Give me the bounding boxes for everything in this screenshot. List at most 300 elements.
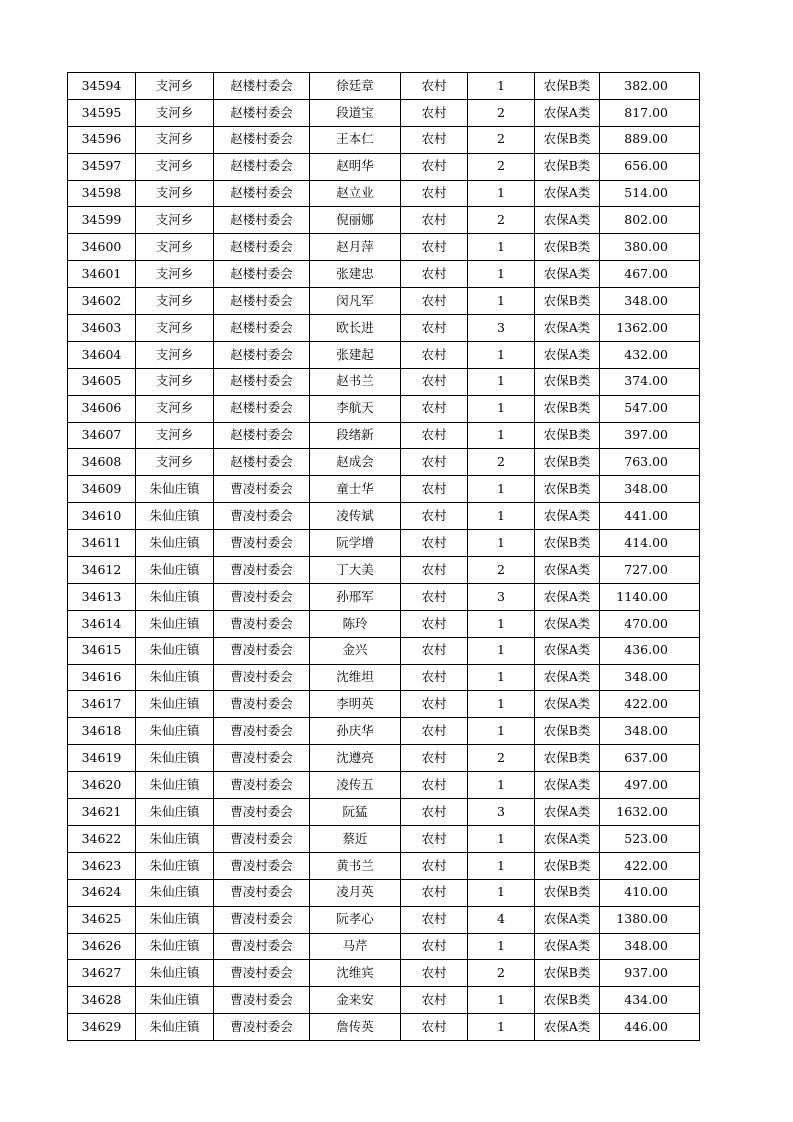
township-cell: 支河乡 bbox=[136, 261, 214, 288]
name-cell: 凌月英 bbox=[310, 879, 401, 906]
amount-cell: 348.00 bbox=[600, 288, 700, 315]
township-cell: 朱仙庄镇 bbox=[136, 476, 214, 503]
record-id-cell: 34597 bbox=[68, 153, 136, 180]
insurance-category-cell: 农保A类 bbox=[535, 583, 600, 610]
name-cell: 李明英 bbox=[310, 691, 401, 718]
insurance-category-cell: 农保A类 bbox=[535, 99, 600, 126]
township-cell: 朱仙庄镇 bbox=[136, 1014, 214, 1041]
table-row bbox=[68, 772, 700, 799]
member-count-cell: 1 bbox=[468, 637, 535, 664]
record-id-cell: 34621 bbox=[68, 799, 136, 826]
village-committee-cell: 赵楼村委会 bbox=[214, 126, 310, 153]
township-cell: 朱仙庄镇 bbox=[136, 987, 214, 1014]
amount-cell: 656.00 bbox=[600, 153, 700, 180]
record-id-cell: 34616 bbox=[68, 664, 136, 691]
name-cell: 欧长进 bbox=[310, 315, 401, 342]
member-count-cell: 1 bbox=[468, 422, 535, 449]
insurance-category-cell: 农保B类 bbox=[535, 153, 600, 180]
name-cell: 孙邢军 bbox=[310, 583, 401, 610]
insurance-category-cell: 农保B类 bbox=[535, 718, 600, 745]
amount-cell: 422.00 bbox=[600, 691, 700, 718]
township-cell: 朱仙庄镇 bbox=[136, 530, 214, 557]
household-type-cell: 农村 bbox=[401, 691, 468, 718]
member-count-cell: 2 bbox=[468, 126, 535, 153]
insurance-category-cell: 农保B类 bbox=[535, 745, 600, 772]
amount-cell: 547.00 bbox=[600, 395, 700, 422]
insurance-category-cell: 农保A类 bbox=[535, 341, 600, 368]
table-row bbox=[68, 557, 700, 584]
household-type-cell: 农村 bbox=[401, 153, 468, 180]
records-sheet bbox=[67, 72, 699, 1041]
amount-cell: 410.00 bbox=[600, 879, 700, 906]
table-row bbox=[68, 530, 700, 557]
table-row bbox=[68, 476, 700, 503]
amount-cell: 497.00 bbox=[600, 772, 700, 799]
township-cell: 支河乡 bbox=[136, 126, 214, 153]
table-row bbox=[68, 315, 700, 342]
village-committee-cell: 赵楼村委会 bbox=[214, 449, 310, 476]
table-row bbox=[68, 1014, 700, 1041]
amount-cell: 382.00 bbox=[600, 73, 700, 100]
record-id-cell: 34612 bbox=[68, 557, 136, 584]
amount-cell: 414.00 bbox=[600, 530, 700, 557]
table-row bbox=[68, 583, 700, 610]
amount-cell: 1632.00 bbox=[600, 799, 700, 826]
insurance-category-cell: 农保B类 bbox=[535, 395, 600, 422]
township-cell: 朱仙庄镇 bbox=[136, 557, 214, 584]
household-type-cell: 农村 bbox=[401, 126, 468, 153]
village-committee-cell: 赵楼村委会 bbox=[214, 288, 310, 315]
household-type-cell: 农村 bbox=[401, 960, 468, 987]
village-committee-cell: 赵楼村委会 bbox=[214, 99, 310, 126]
record-id-cell: 34605 bbox=[68, 368, 136, 395]
township-cell: 朱仙庄镇 bbox=[136, 503, 214, 530]
township-cell: 支河乡 bbox=[136, 234, 214, 261]
township-cell: 朱仙庄镇 bbox=[136, 879, 214, 906]
township-cell: 朱仙庄镇 bbox=[136, 772, 214, 799]
table-row bbox=[68, 745, 700, 772]
insurance-category-cell: 农保B类 bbox=[535, 530, 600, 557]
record-id-cell: 34602 bbox=[68, 288, 136, 315]
village-committee-cell: 曹凌村委会 bbox=[214, 745, 310, 772]
insurance-category-cell: 农保A类 bbox=[535, 799, 600, 826]
insurance-category-cell: 农保A类 bbox=[535, 906, 600, 933]
table-row bbox=[68, 933, 700, 960]
record-id-cell: 34609 bbox=[68, 476, 136, 503]
table-row bbox=[68, 879, 700, 906]
name-cell: 闵凡军 bbox=[310, 288, 401, 315]
township-cell: 朱仙庄镇 bbox=[136, 664, 214, 691]
insurance-category-cell: 农保B类 bbox=[535, 879, 600, 906]
name-cell: 凌传五 bbox=[310, 772, 401, 799]
name-cell: 马芹 bbox=[310, 933, 401, 960]
name-cell: 段道宝 bbox=[310, 99, 401, 126]
household-type-cell: 农村 bbox=[401, 395, 468, 422]
village-committee-cell: 赵楼村委会 bbox=[214, 261, 310, 288]
record-id-cell: 34627 bbox=[68, 960, 136, 987]
insurance-category-cell: 农保A类 bbox=[535, 180, 600, 207]
amount-cell: 380.00 bbox=[600, 234, 700, 261]
record-id-cell: 34629 bbox=[68, 1014, 136, 1041]
household-type-cell: 农村 bbox=[401, 99, 468, 126]
member-count-cell: 1 bbox=[468, 395, 535, 422]
record-id-cell: 34626 bbox=[68, 933, 136, 960]
member-count-cell: 2 bbox=[468, 207, 535, 234]
member-count-cell: 1 bbox=[468, 691, 535, 718]
insurance-category-cell: 农保A类 bbox=[535, 610, 600, 637]
table-row bbox=[68, 234, 700, 261]
name-cell: 沈遵亮 bbox=[310, 745, 401, 772]
amount-cell: 422.00 bbox=[600, 852, 700, 879]
amount-cell: 432.00 bbox=[600, 341, 700, 368]
member-count-cell: 1 bbox=[468, 341, 535, 368]
amount-cell: 937.00 bbox=[600, 960, 700, 987]
insurance-category-cell: 农保A类 bbox=[535, 315, 600, 342]
insurance-category-cell: 农保A类 bbox=[535, 664, 600, 691]
township-cell: 支河乡 bbox=[136, 207, 214, 234]
record-id-cell: 34595 bbox=[68, 99, 136, 126]
village-committee-cell: 曹凌村委会 bbox=[214, 1014, 310, 1041]
household-type-cell: 农村 bbox=[401, 557, 468, 584]
member-count-cell: 1 bbox=[468, 288, 535, 315]
table-row bbox=[68, 987, 700, 1014]
amount-cell: 374.00 bbox=[600, 368, 700, 395]
village-committee-cell: 赵楼村委会 bbox=[214, 368, 310, 395]
name-cell: 徐廷章 bbox=[310, 73, 401, 100]
table-row bbox=[68, 610, 700, 637]
record-id-cell: 34625 bbox=[68, 906, 136, 933]
insurance-category-cell: 农保A类 bbox=[535, 1014, 600, 1041]
township-cell: 朱仙庄镇 bbox=[136, 960, 214, 987]
household-type-cell: 农村 bbox=[401, 610, 468, 637]
name-cell: 赵成会 bbox=[310, 449, 401, 476]
records-table bbox=[67, 72, 700, 1041]
table-row bbox=[68, 99, 700, 126]
name-cell: 陈玲 bbox=[310, 610, 401, 637]
record-id-cell: 34601 bbox=[68, 261, 136, 288]
household-type-cell: 农村 bbox=[401, 906, 468, 933]
record-id-cell: 34610 bbox=[68, 503, 136, 530]
record-id-cell: 34615 bbox=[68, 637, 136, 664]
insurance-category-cell: 农保B类 bbox=[535, 449, 600, 476]
township-cell: 朱仙庄镇 bbox=[136, 691, 214, 718]
member-count-cell: 1 bbox=[468, 261, 535, 288]
village-committee-cell: 曹凌村委会 bbox=[214, 637, 310, 664]
insurance-category-cell: 农保A类 bbox=[535, 772, 600, 799]
village-committee-cell: 曹凌村委会 bbox=[214, 960, 310, 987]
household-type-cell: 农村 bbox=[401, 745, 468, 772]
insurance-category-cell: 农保A类 bbox=[535, 825, 600, 852]
insurance-category-cell: 农保B类 bbox=[535, 422, 600, 449]
township-cell: 支河乡 bbox=[136, 315, 214, 342]
record-id-cell: 34628 bbox=[68, 987, 136, 1014]
township-cell: 支河乡 bbox=[136, 368, 214, 395]
table-row bbox=[68, 718, 700, 745]
village-committee-cell: 曹凌村委会 bbox=[214, 825, 310, 852]
village-committee-cell: 曹凌村委会 bbox=[214, 772, 310, 799]
household-type-cell: 农村 bbox=[401, 476, 468, 503]
record-id-cell: 34594 bbox=[68, 73, 136, 100]
records-table-body bbox=[68, 73, 700, 1041]
table-row bbox=[68, 73, 700, 100]
table-row bbox=[68, 449, 700, 476]
village-committee-cell: 赵楼村委会 bbox=[214, 180, 310, 207]
member-count-cell: 2 bbox=[468, 99, 535, 126]
township-cell: 朱仙庄镇 bbox=[136, 637, 214, 664]
household-type-cell: 农村 bbox=[401, 933, 468, 960]
amount-cell: 397.00 bbox=[600, 422, 700, 449]
amount-cell: 436.00 bbox=[600, 637, 700, 664]
household-type-cell: 农村 bbox=[401, 1014, 468, 1041]
amount-cell: 637.00 bbox=[600, 745, 700, 772]
amount-cell: 434.00 bbox=[600, 987, 700, 1014]
record-id-cell: 34604 bbox=[68, 341, 136, 368]
township-cell: 支河乡 bbox=[136, 341, 214, 368]
township-cell: 朱仙庄镇 bbox=[136, 718, 214, 745]
name-cell: 赵立业 bbox=[310, 180, 401, 207]
name-cell: 段绪新 bbox=[310, 422, 401, 449]
insurance-category-cell: 农保B类 bbox=[535, 987, 600, 1014]
township-cell: 朱仙庄镇 bbox=[136, 610, 214, 637]
insurance-category-cell: 农保B类 bbox=[535, 288, 600, 315]
name-cell: 阮学增 bbox=[310, 530, 401, 557]
record-id-cell: 34603 bbox=[68, 315, 136, 342]
name-cell: 詹传英 bbox=[310, 1014, 401, 1041]
household-type-cell: 农村 bbox=[401, 987, 468, 1014]
village-committee-cell: 曹凌村委会 bbox=[214, 583, 310, 610]
household-type-cell: 农村 bbox=[401, 637, 468, 664]
village-committee-cell: 曹凌村委会 bbox=[214, 503, 310, 530]
table-row bbox=[68, 825, 700, 852]
table-row bbox=[68, 906, 700, 933]
member-count-cell: 2 bbox=[468, 557, 535, 584]
household-type-cell: 农村 bbox=[401, 73, 468, 100]
household-type-cell: 农村 bbox=[401, 530, 468, 557]
township-cell: 朱仙庄镇 bbox=[136, 825, 214, 852]
household-type-cell: 农村 bbox=[401, 583, 468, 610]
table-row bbox=[68, 799, 700, 826]
insurance-category-cell: 农保A类 bbox=[535, 261, 600, 288]
township-cell: 支河乡 bbox=[136, 288, 214, 315]
table-row bbox=[68, 288, 700, 315]
member-count-cell: 2 bbox=[468, 449, 535, 476]
name-cell: 李航天 bbox=[310, 395, 401, 422]
village-committee-cell: 曹凌村委会 bbox=[214, 664, 310, 691]
amount-cell: 470.00 bbox=[600, 610, 700, 637]
village-committee-cell: 曹凌村委会 bbox=[214, 987, 310, 1014]
member-count-cell: 1 bbox=[468, 879, 535, 906]
amount-cell: 467.00 bbox=[600, 261, 700, 288]
township-cell: 朱仙庄镇 bbox=[136, 906, 214, 933]
insurance-category-cell: 农保A类 bbox=[535, 207, 600, 234]
household-type-cell: 农村 bbox=[401, 341, 468, 368]
village-committee-cell: 曹凌村委会 bbox=[214, 691, 310, 718]
record-id-cell: 34608 bbox=[68, 449, 136, 476]
township-cell: 支河乡 bbox=[136, 153, 214, 180]
village-committee-cell: 曹凌村委会 bbox=[214, 933, 310, 960]
name-cell: 王本仁 bbox=[310, 126, 401, 153]
village-committee-cell: 赵楼村委会 bbox=[214, 315, 310, 342]
household-type-cell: 农村 bbox=[401, 449, 468, 476]
record-id-cell: 34607 bbox=[68, 422, 136, 449]
name-cell: 黄书兰 bbox=[310, 852, 401, 879]
table-row bbox=[68, 207, 700, 234]
household-type-cell: 农村 bbox=[401, 852, 468, 879]
village-committee-cell: 曹凌村委会 bbox=[214, 476, 310, 503]
village-committee-cell: 曹凌村委会 bbox=[214, 610, 310, 637]
township-cell: 朱仙庄镇 bbox=[136, 799, 214, 826]
table-row bbox=[68, 261, 700, 288]
household-type-cell: 农村 bbox=[401, 207, 468, 234]
amount-cell: 348.00 bbox=[600, 664, 700, 691]
member-count-cell: 1 bbox=[468, 852, 535, 879]
village-committee-cell: 曹凌村委会 bbox=[214, 530, 310, 557]
record-id-cell: 34619 bbox=[68, 745, 136, 772]
name-cell: 沈维宾 bbox=[310, 960, 401, 987]
table-row bbox=[68, 395, 700, 422]
amount-cell: 889.00 bbox=[600, 126, 700, 153]
member-count-cell: 1 bbox=[468, 610, 535, 637]
village-committee-cell: 曹凌村委会 bbox=[214, 799, 310, 826]
village-committee-cell: 赵楼村委会 bbox=[214, 395, 310, 422]
township-cell: 支河乡 bbox=[136, 99, 214, 126]
village-committee-cell: 曹凌村委会 bbox=[214, 557, 310, 584]
name-cell: 童士华 bbox=[310, 476, 401, 503]
member-count-cell: 1 bbox=[468, 772, 535, 799]
household-type-cell: 农村 bbox=[401, 288, 468, 315]
amount-cell: 802.00 bbox=[600, 207, 700, 234]
household-type-cell: 农村 bbox=[401, 772, 468, 799]
record-id-cell: 34596 bbox=[68, 126, 136, 153]
amount-cell: 348.00 bbox=[600, 718, 700, 745]
township-cell: 支河乡 bbox=[136, 422, 214, 449]
household-type-cell: 农村 bbox=[401, 825, 468, 852]
household-type-cell: 农村 bbox=[401, 261, 468, 288]
table-row bbox=[68, 422, 700, 449]
township-cell: 支河乡 bbox=[136, 180, 214, 207]
village-committee-cell: 曹凌村委会 bbox=[214, 852, 310, 879]
member-count-cell: 1 bbox=[468, 933, 535, 960]
table-row bbox=[68, 153, 700, 180]
record-id-cell: 34611 bbox=[68, 530, 136, 557]
name-cell: 赵书兰 bbox=[310, 368, 401, 395]
amount-cell: 348.00 bbox=[600, 476, 700, 503]
insurance-category-cell: 农保B类 bbox=[535, 234, 600, 261]
village-committee-cell: 赵楼村委会 bbox=[214, 153, 310, 180]
member-count-cell: 1 bbox=[468, 368, 535, 395]
record-id-cell: 34600 bbox=[68, 234, 136, 261]
member-count-cell: 1 bbox=[468, 987, 535, 1014]
village-committee-cell: 曹凌村委会 bbox=[214, 879, 310, 906]
member-count-cell: 1 bbox=[468, 234, 535, 261]
insurance-category-cell: 农保A类 bbox=[535, 503, 600, 530]
name-cell: 阮猛 bbox=[310, 799, 401, 826]
household-type-cell: 农村 bbox=[401, 718, 468, 745]
name-cell: 金来安 bbox=[310, 987, 401, 1014]
member-count-cell: 2 bbox=[468, 153, 535, 180]
record-id-cell: 34613 bbox=[68, 583, 136, 610]
table-row bbox=[68, 960, 700, 987]
record-id-cell: 34618 bbox=[68, 718, 136, 745]
member-count-cell: 1 bbox=[468, 1014, 535, 1041]
member-count-cell: 3 bbox=[468, 583, 535, 610]
record-id-cell: 34599 bbox=[68, 207, 136, 234]
village-committee-cell: 曹凌村委会 bbox=[214, 718, 310, 745]
amount-cell: 727.00 bbox=[600, 557, 700, 584]
village-committee-cell: 赵楼村委会 bbox=[214, 234, 310, 261]
table-row bbox=[68, 126, 700, 153]
household-type-cell: 农村 bbox=[401, 879, 468, 906]
table-row bbox=[68, 664, 700, 691]
household-type-cell: 农村 bbox=[401, 664, 468, 691]
township-cell: 朱仙庄镇 bbox=[136, 583, 214, 610]
record-id-cell: 34624 bbox=[68, 879, 136, 906]
village-committee-cell: 赵楼村委会 bbox=[214, 207, 310, 234]
table-row bbox=[68, 637, 700, 664]
name-cell: 丁大美 bbox=[310, 557, 401, 584]
record-id-cell: 34622 bbox=[68, 825, 136, 852]
member-count-cell: 1 bbox=[468, 503, 535, 530]
township-cell: 朱仙庄镇 bbox=[136, 852, 214, 879]
insurance-category-cell: 农保A类 bbox=[535, 637, 600, 664]
amount-cell: 446.00 bbox=[600, 1014, 700, 1041]
table-row bbox=[68, 180, 700, 207]
insurance-category-cell: 农保B类 bbox=[535, 960, 600, 987]
member-count-cell: 1 bbox=[468, 180, 535, 207]
name-cell: 孙庆华 bbox=[310, 718, 401, 745]
table-row bbox=[68, 341, 700, 368]
name-cell: 阮孝心 bbox=[310, 906, 401, 933]
table-row bbox=[68, 503, 700, 530]
township-cell: 支河乡 bbox=[136, 73, 214, 100]
insurance-category-cell: 农保B类 bbox=[535, 368, 600, 395]
name-cell: 赵月萍 bbox=[310, 234, 401, 261]
household-type-cell: 农村 bbox=[401, 422, 468, 449]
amount-cell: 1362.00 bbox=[600, 315, 700, 342]
township-cell: 支河乡 bbox=[136, 449, 214, 476]
amount-cell: 1380.00 bbox=[600, 906, 700, 933]
name-cell: 凌传斌 bbox=[310, 503, 401, 530]
household-type-cell: 农村 bbox=[401, 368, 468, 395]
name-cell: 金兴 bbox=[310, 637, 401, 664]
township-cell: 朱仙庄镇 bbox=[136, 745, 214, 772]
insurance-category-cell: 农保B类 bbox=[535, 126, 600, 153]
amount-cell: 1140.00 bbox=[600, 583, 700, 610]
record-id-cell: 34623 bbox=[68, 852, 136, 879]
member-count-cell: 1 bbox=[468, 73, 535, 100]
member-count-cell: 1 bbox=[468, 718, 535, 745]
insurance-category-cell: 农保B类 bbox=[535, 852, 600, 879]
household-type-cell: 农村 bbox=[401, 503, 468, 530]
member-count-cell: 1 bbox=[468, 530, 535, 557]
insurance-category-cell: 农保B类 bbox=[535, 73, 600, 100]
member-count-cell: 3 bbox=[468, 315, 535, 342]
insurance-category-cell: 农保A类 bbox=[535, 691, 600, 718]
insurance-category-cell: 农保A类 bbox=[535, 933, 600, 960]
member-count-cell: 3 bbox=[468, 799, 535, 826]
record-id-cell: 34614 bbox=[68, 610, 136, 637]
village-committee-cell: 曹凌村委会 bbox=[214, 906, 310, 933]
member-count-cell: 2 bbox=[468, 745, 535, 772]
member-count-cell: 1 bbox=[468, 476, 535, 503]
name-cell: 赵明华 bbox=[310, 153, 401, 180]
village-committee-cell: 赵楼村委会 bbox=[214, 341, 310, 368]
township-cell: 支河乡 bbox=[136, 395, 214, 422]
amount-cell: 763.00 bbox=[600, 449, 700, 476]
name-cell: 蔡近 bbox=[310, 825, 401, 852]
township-cell: 朱仙庄镇 bbox=[136, 933, 214, 960]
record-id-cell: 34606 bbox=[68, 395, 136, 422]
